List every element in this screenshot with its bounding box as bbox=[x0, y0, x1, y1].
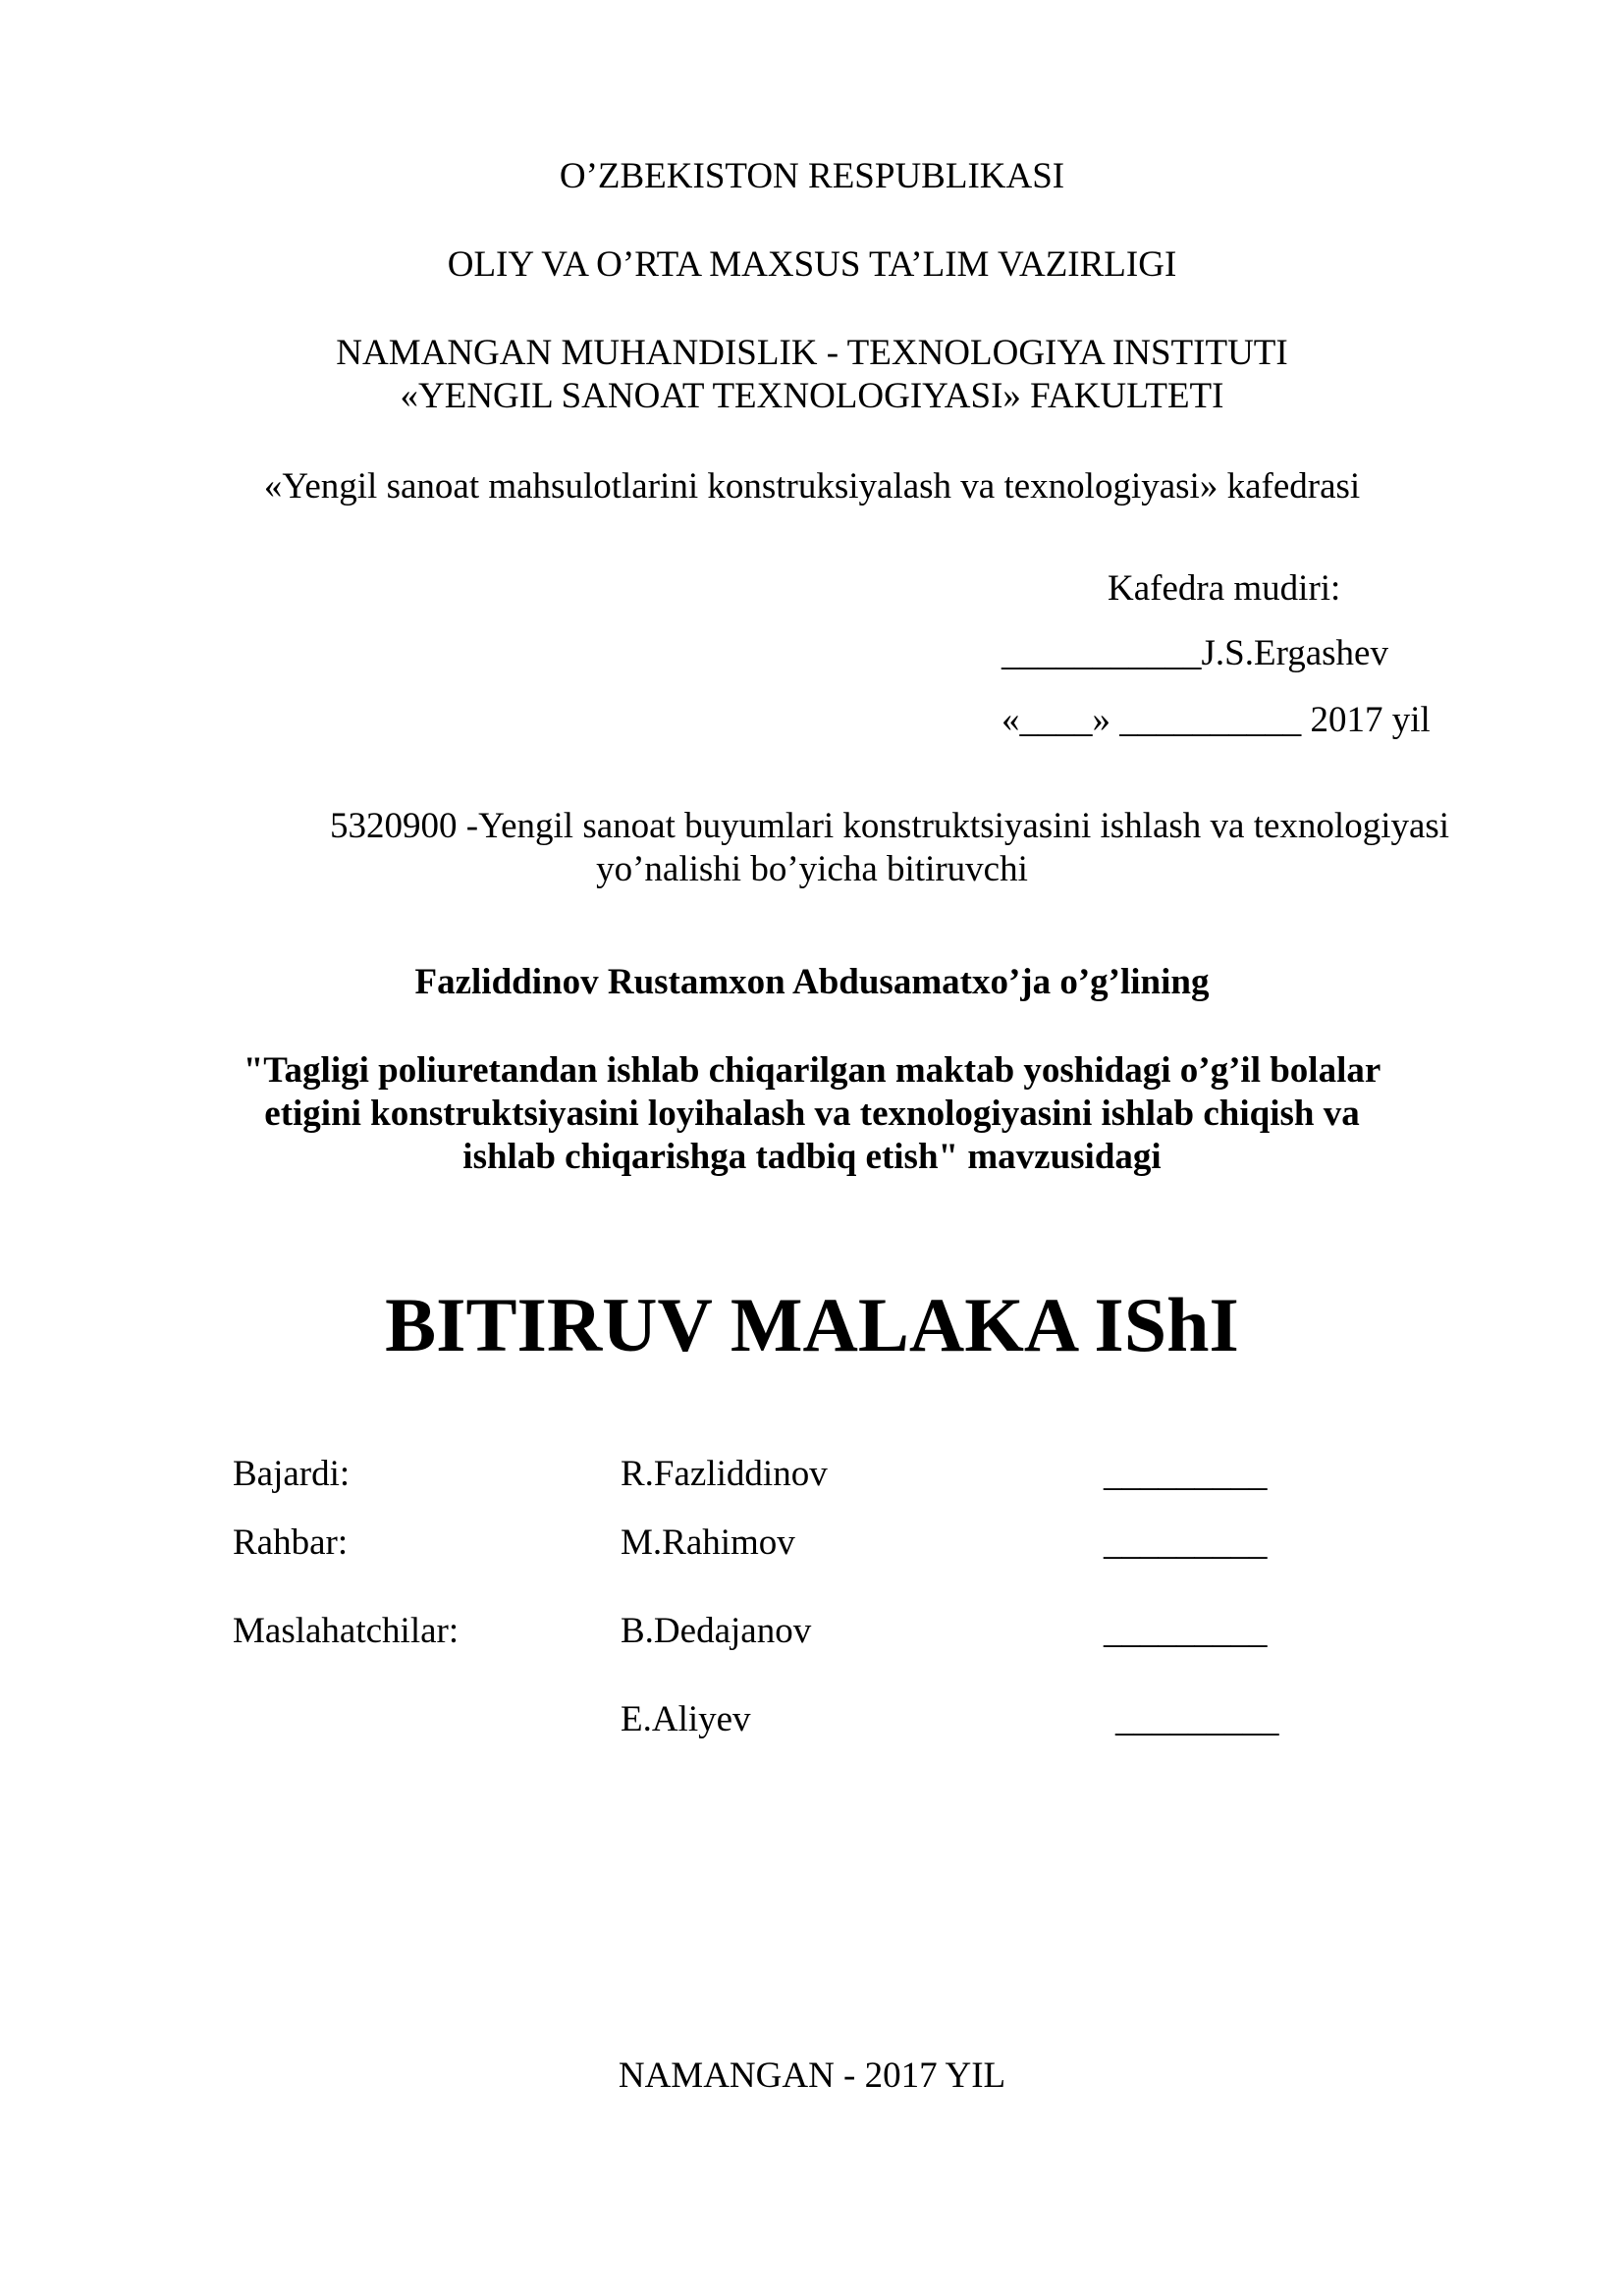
signature-blank: _________ bbox=[1104, 1611, 1268, 1651]
topic-line-2: etigini konstruktsiyasini loyihalash va texnologiyasini ishlab chiqish va bbox=[264, 1094, 1360, 1134]
signature-name: M.Rahimov bbox=[621, 1522, 795, 1563]
signature-blank: _________ bbox=[1115, 1699, 1279, 1739]
document-title: BITIRUV MALAKA IShI bbox=[385, 1282, 1239, 1367]
faculty-heading: «YENGIL SANOAT TEXNOLOGIYASI» FAKULTETI bbox=[400, 376, 1224, 416]
signature-role: Rahbar: bbox=[233, 1522, 349, 1563]
department-heading: «Yengil sanoat mahsulotlarini konstruksiyalash va texnologiyasi» kafedrasi bbox=[263, 466, 1361, 507]
topic-line-1: "Tagligi poliuretandan ishlab chiqarilgan maktab yoshidagi o’g’il bolalar bbox=[243, 1050, 1381, 1091]
signature-name: B.Dedajanov bbox=[621, 1611, 812, 1651]
signature-blank: _________ bbox=[1104, 1522, 1268, 1563]
institute-heading: NAMANGAN MUHANDISLIK - TEXNOLOGIYA INSTITUTI bbox=[336, 333, 1288, 373]
signature-role: Maslahatchilar: bbox=[233, 1611, 460, 1651]
republic-heading: O’ZBEKISTON RESPUBLIKASI bbox=[559, 156, 1065, 196]
ministry-heading: OLIY VA O’RTA MAXSUS TA’LIM VAZIRLIGI bbox=[447, 244, 1177, 285]
signature-blank: _________ bbox=[1104, 1454, 1268, 1494]
signature-role: Bajardi: bbox=[233, 1454, 351, 1494]
footer-city-year: NAMANGAN - 2017 YIL bbox=[618, 2056, 1006, 2096]
approval-title: Kafedra mudiri: bbox=[1108, 568, 1341, 609]
specialty-line-2: yo’nalishi bo’yicha bitiruvchi bbox=[596, 849, 1028, 889]
topic-line-3: ishlab chiqarishga tadbiq etish" mavzusidagi bbox=[462, 1137, 1162, 1177]
specialty-line-1: 5320900 -Yengil sanoat buyumlari konstruktsiyasini ishlash va texnologiyasi bbox=[330, 806, 1450, 846]
signature-name: E.Aliyev bbox=[621, 1699, 751, 1739]
approval-date: «____» __________ 2017 yil bbox=[1001, 700, 1431, 740]
signature-name: R.Fazliddinov bbox=[621, 1454, 828, 1494]
author-name: Fazliddinov Rustamxon Abdusamatxo’ja o’g’lining bbox=[414, 962, 1210, 1002]
department-head-signature: ___________J.S.Ergashev bbox=[1001, 633, 1388, 673]
